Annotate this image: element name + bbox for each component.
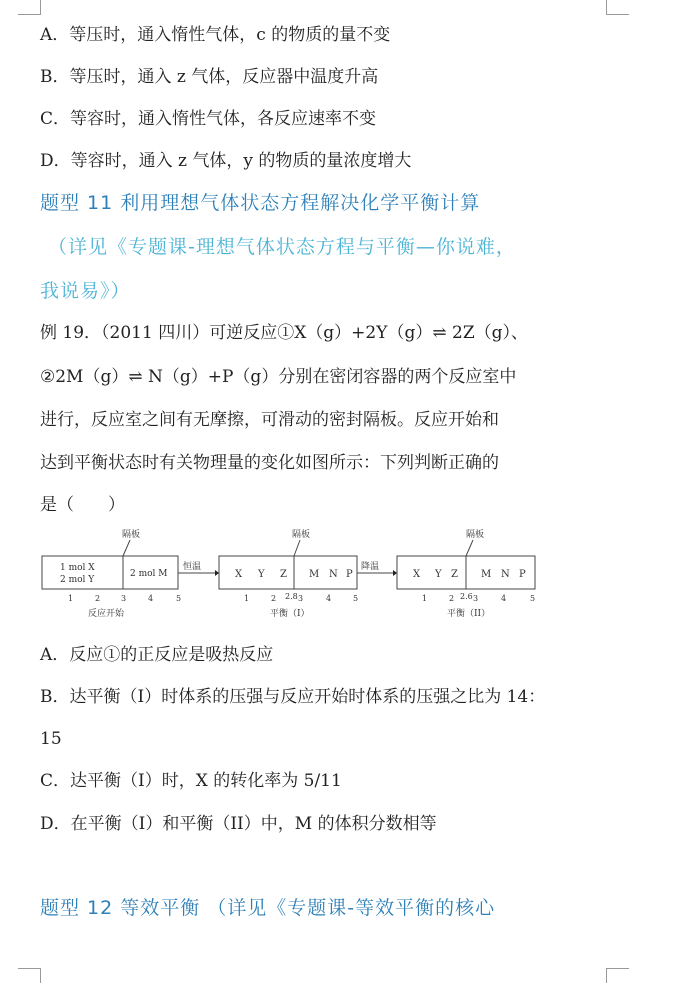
- caption-start: 反应开始: [88, 609, 125, 619]
- crop-mark: [18, 968, 41, 983]
- initial-y: 2 mol Y: [60, 575, 95, 585]
- example-line: 进行，反应室之间有无摩擦，可滑动的密封隔板。反应开始和: [40, 410, 499, 430]
- example-line: 是（ ）: [40, 495, 125, 515]
- caption-equilibrium-1: 平衡（I）: [270, 609, 310, 619]
- tick: 1: [422, 594, 428, 603]
- option-b-cont: 15: [40, 729, 62, 749]
- tick: 2: [449, 594, 455, 603]
- crop-mark: [606, 968, 629, 983]
- section-heading-12: 题型 12 等效平衡 （详见《专题课-等效平衡的核心: [40, 897, 496, 919]
- option-d: D．等容时，通入 z 气体，y 的物质的量浓度增大: [40, 151, 412, 171]
- species: Z: [280, 569, 287, 580]
- tick: 5: [530, 594, 536, 603]
- option-a: A．等压时，通入惰性气体，c 的物质的量不变: [40, 25, 391, 45]
- species: N: [501, 569, 510, 580]
- species: M: [309, 569, 320, 580]
- tick: 4: [148, 594, 154, 603]
- example-line: 例 19．（2011 四川）可逆反应①X（g）+2Y（g）⇌ 2Z（g）、: [40, 323, 529, 343]
- species: P: [519, 569, 526, 580]
- tick: 2.6: [460, 592, 473, 601]
- species: M: [481, 569, 492, 580]
- species: P: [346, 569, 353, 580]
- caption-equilibrium-2: 平衡（II）: [447, 609, 491, 619]
- crop-mark: [18, 0, 41, 15]
- tick: 1: [244, 594, 250, 603]
- tick: 2: [271, 594, 277, 603]
- option-b: B．达平衡（I）时体系的压强与反应开始时体系的压强之比为 14：: [40, 687, 546, 707]
- species: Y: [435, 569, 442, 580]
- partition-label: 隔板: [122, 530, 141, 540]
- option-c: C．等容时，通入惰性气体，各反应速率不变: [40, 109, 377, 129]
- section-reference-cont: 我说易》）: [40, 280, 131, 302]
- option-a: A．反应①的正反应是吸热反应: [40, 645, 274, 665]
- reaction-diagram: [30, 525, 570, 625]
- tick: 3: [473, 594, 479, 603]
- species: Y: [258, 569, 265, 580]
- option-b: B．等压时，通入 z 气体，反应器中温度升高: [40, 67, 379, 87]
- partition-label: 隔板: [292, 530, 311, 540]
- tick: 3: [298, 594, 304, 603]
- initial-m: 2 mol M: [130, 569, 168, 579]
- tick: 5: [353, 594, 359, 603]
- example-line: ②2M（g）⇌ N（g）+P（g）分别在密闭容器的两个反应室中: [40, 367, 517, 387]
- tick: 4: [326, 594, 332, 603]
- option-c: C．达平衡（I）时，X 的转化率为 5/11: [40, 771, 342, 791]
- option-d: D．在平衡（I）和平衡（II）中，M 的体积分数相等: [40, 814, 437, 834]
- species: N: [329, 569, 338, 580]
- tick: 1: [68, 594, 74, 603]
- arrow-label-cool: 降温: [361, 562, 380, 572]
- example-line: 达到平衡状态时有关物理量的变化如图所示：下列判断正确的: [40, 453, 499, 473]
- crop-mark: [606, 0, 629, 15]
- species: X: [235, 569, 243, 580]
- species: Z: [451, 569, 458, 580]
- species: X: [413, 569, 421, 580]
- arrow-label-constant-temp: 恒温: [183, 562, 202, 572]
- tick: 5: [176, 594, 182, 603]
- section-reference: （详见《专题课-理想气体状态方程与平衡—你说难，: [48, 236, 516, 258]
- tick: 2: [95, 594, 101, 603]
- tick: 2.8: [285, 592, 298, 601]
- section-heading-11: 题型 11 利用理想气体状态方程解决化学平衡计算: [40, 192, 481, 214]
- tick: 3: [121, 594, 127, 603]
- initial-x: 1 mol X: [60, 563, 95, 573]
- tick: 4: [501, 594, 507, 603]
- partition-label: 隔板: [466, 530, 485, 540]
